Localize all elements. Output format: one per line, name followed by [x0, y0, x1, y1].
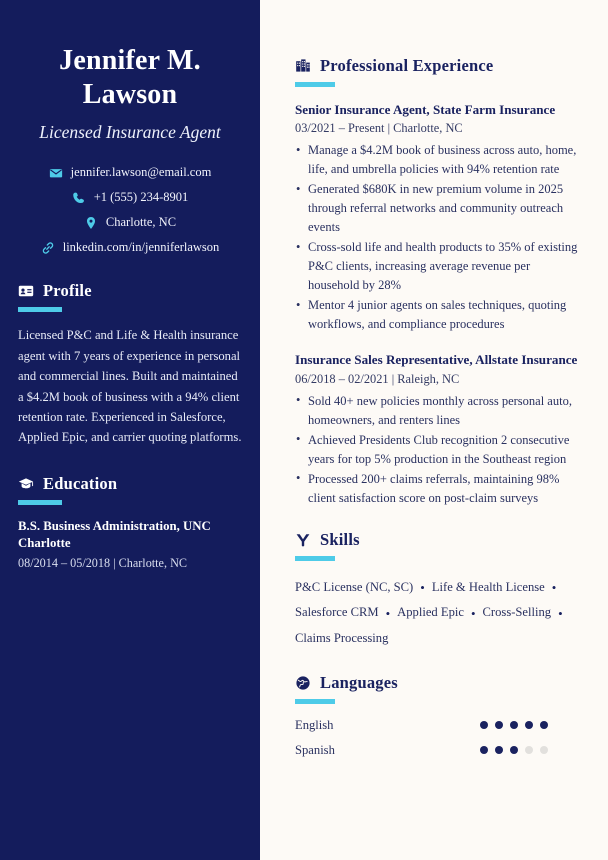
globe-icon	[295, 675, 311, 691]
contact-linkedin[interactable]	[14, 240, 246, 255]
language-name: Spanish	[295, 742, 335, 757]
contact-email[interactable]	[14, 165, 246, 180]
contact-phone[interactable]	[14, 190, 246, 205]
name-block	[0, 44, 260, 143]
experience-job	[295, 351, 582, 507]
level-dot-filled	[480, 746, 488, 754]
language-level-dots	[480, 746, 582, 754]
languages-accent-bar	[295, 699, 335, 704]
contact-location-value: Charlotte, NC	[105, 215, 177, 230]
skill-item: Applied Epic	[397, 605, 464, 620]
languages-heading: Languages	[320, 672, 398, 692]
experience-job	[295, 101, 582, 334]
skills-accent-bar	[295, 556, 335, 561]
job-meta: 03/2021 – Present | Charlotte, NC	[295, 121, 463, 136]
profile-section	[0, 281, 260, 447]
profile-text: Licensed P&C and Life & Health insurance agent with 7 years of experience in personal and commercial lines. Built and maintained a $4.2M book of business with a 94% client retention rate. Experienced in Salesforce, Applied Epic, and carrier quoting platforms.	[18, 328, 242, 445]
contact-location	[14, 215, 246, 230]
education-accent-bar	[18, 500, 62, 505]
level-dot-filled	[510, 746, 518, 754]
level-dot-empty	[540, 746, 548, 754]
experience-accent-bar	[295, 82, 335, 87]
job-bullets	[295, 392, 582, 508]
skill-item: Cross-Selling	[482, 605, 552, 620]
level-dot-filled	[525, 721, 533, 729]
skills-list	[295, 575, 582, 651]
level-dot-empty	[525, 746, 533, 754]
skill-item: Claims Processing	[295, 631, 389, 646]
level-dot-filled	[495, 746, 503, 754]
education-section	[0, 474, 260, 571]
contact-linkedin-value: linkedin.com/in/jenniferlawson	[62, 240, 220, 255]
link-icon	[41, 241, 55, 255]
full-name: Jennifer M. Lawson	[59, 45, 201, 111]
languages-section	[295, 673, 582, 758]
languages-heading-row	[295, 673, 582, 693]
experience-heading: Professional Experience	[320, 56, 494, 75]
skills-section	[295, 530, 582, 651]
skill-separator: •	[470, 605, 476, 621]
graduation-cap-icon	[18, 476, 34, 492]
sidebar	[0, 0, 260, 860]
education-meta: 08/2014 – 05/2018 | Charlotte, NC	[18, 555, 187, 570]
profile-accent-bar	[18, 307, 62, 312]
skills-heading: Skills	[320, 529, 360, 549]
skills-heading-row	[295, 530, 582, 550]
building-icon	[295, 58, 311, 74]
skill-item: Life & Health License	[431, 579, 545, 594]
job-role: Senior Insurance Agent, State Farm Insurance	[295, 102, 556, 117]
profile-heading-row	[18, 281, 242, 301]
main-content	[260, 0, 608, 860]
skill-item: P&C License (NC, SC)	[295, 579, 414, 594]
language-row	[295, 718, 582, 733]
award-ribbon-icon	[295, 532, 311, 548]
contact-email-value: jennifer.lawson@email.com	[70, 165, 212, 180]
level-dot-filled	[495, 721, 503, 729]
contact-phone-value: +1 (555) 234-8901	[93, 190, 189, 205]
job-meta: 06/2018 – 02/2021 | Raleigh, NC	[295, 371, 460, 386]
envelope-icon	[49, 166, 63, 180]
skill-separator: •	[385, 605, 391, 621]
job-title: Licensed Insurance Agent	[39, 122, 221, 143]
language-row	[295, 743, 582, 758]
level-dot-filled	[540, 721, 548, 729]
job-bullet: • Mentor 4 junior agents on sales techniques, quoting workflows, and compliance procedures	[295, 296, 582, 334]
job-bullet: • Manage a $4.2M book of business across auto, home, life, and umbrella policies with 94% retention rate	[295, 141, 582, 179]
level-dot-filled	[510, 721, 518, 729]
level-dot-filled	[480, 721, 488, 729]
skill-item: Salesforce CRM	[295, 605, 379, 620]
job-bullet: • Sold 40+ new policies monthly across personal auto, homeowners, and renters lines	[295, 392, 582, 430]
education-degree: B.S. Business Administration, UNC Charlotte	[18, 518, 211, 550]
map-pin-icon	[84, 216, 98, 230]
education-heading: Education	[43, 473, 118, 493]
education-heading-row	[18, 474, 242, 494]
skill-separator: •	[420, 580, 425, 595]
job-role: Insurance Sales Representative, Allstate Insurance	[295, 352, 578, 368]
job-bullet: • Cross-sold life and health products to 35% of existing P&C clients, increasing average revenue per household by 28%	[295, 238, 582, 295]
language-name: English	[295, 717, 334, 732]
job-bullets	[295, 141, 582, 334]
skill-separator: •	[551, 580, 557, 595]
language-level-dots	[480, 721, 582, 729]
experience-heading-row	[295, 56, 582, 76]
experience-section	[295, 56, 582, 508]
skill-separator: •	[558, 605, 563, 621]
job-bullet: • Processed 200+ claims referrals, maintaining 98% client satisfaction score on post-claim surveys	[295, 470, 582, 508]
phone-icon	[72, 191, 86, 205]
job-bullet: • Generated $680K in new premium volume in 2025 through referral networks and community outreach events	[295, 180, 582, 237]
id-card-icon	[18, 283, 34, 299]
contact-list	[0, 165, 260, 255]
job-bullet: • Achieved Presidents Club recognition 2 consecutive years for top 5% production in the Southeast region	[295, 431, 582, 469]
profile-heading: Profile	[43, 281, 92, 301]
